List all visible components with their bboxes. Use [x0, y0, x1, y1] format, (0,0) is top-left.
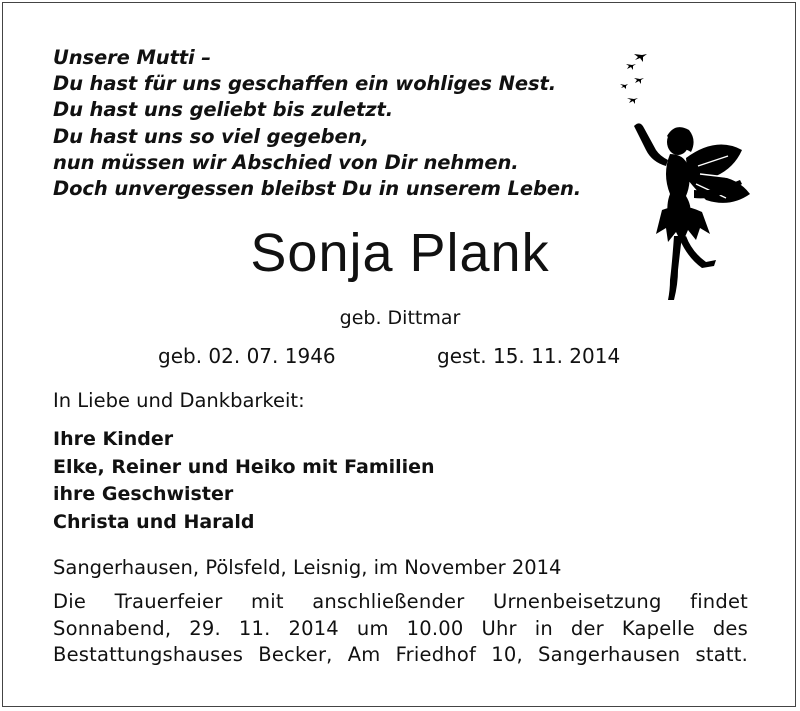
thanks-line: In Liebe und Dankbarkeit:: [53, 389, 305, 412]
mourners-list: [53, 426, 435, 536]
poem-line: Du hast für uns geschaffen ein wohliges Nest.: [53, 72, 557, 96]
service-line: Bestattungshauses Becker, Am Friedhof 10, Sangerhausen statt.: [53, 643, 748, 666]
mourner-line: Christa und Harald: [53, 510, 255, 533]
memorial-poem: [53, 45, 581, 202]
poem-line: Du hast uns geliebt bis zuletzt.: [53, 98, 394, 122]
place-and-date: Sangerhausen, Pölsfeld, Leisnig, im November 2014: [53, 556, 562, 579]
mourner-line: ihre Geschwister: [53, 483, 234, 505]
service-line: Die Trauerfeier mit anschließender Urnenbeisetzung findet: [53, 590, 748, 613]
mourner-line: Elke, Reiner und Heiko mit Familien: [53, 455, 435, 478]
poem-line: Unsere Mutti –: [53, 46, 211, 69]
maiden-name: geb. Dittmar: [339, 307, 461, 329]
birth-date: geb. 02. 07. 1946: [158, 344, 336, 368]
funeral-service-info: [53, 589, 748, 669]
death-date: gest. 15. 11. 2014: [437, 344, 621, 368]
poem-line: nun müssen wir Abschied von Dir nehmen.: [53, 150, 519, 174]
mourner-line: Ihre Kinder: [53, 428, 174, 450]
deceased-name: Sonja Plank: [250, 223, 550, 283]
service-line: Sonnabend, 29. 11. 2014 um 10.00 Uhr in der Kapelle des: [53, 616, 748, 640]
poem-line: Du hast uns so viel gegeben,: [53, 124, 369, 148]
poem-line: Doch unvergessen bleibst Du in unserem Leben.: [53, 177, 582, 201]
